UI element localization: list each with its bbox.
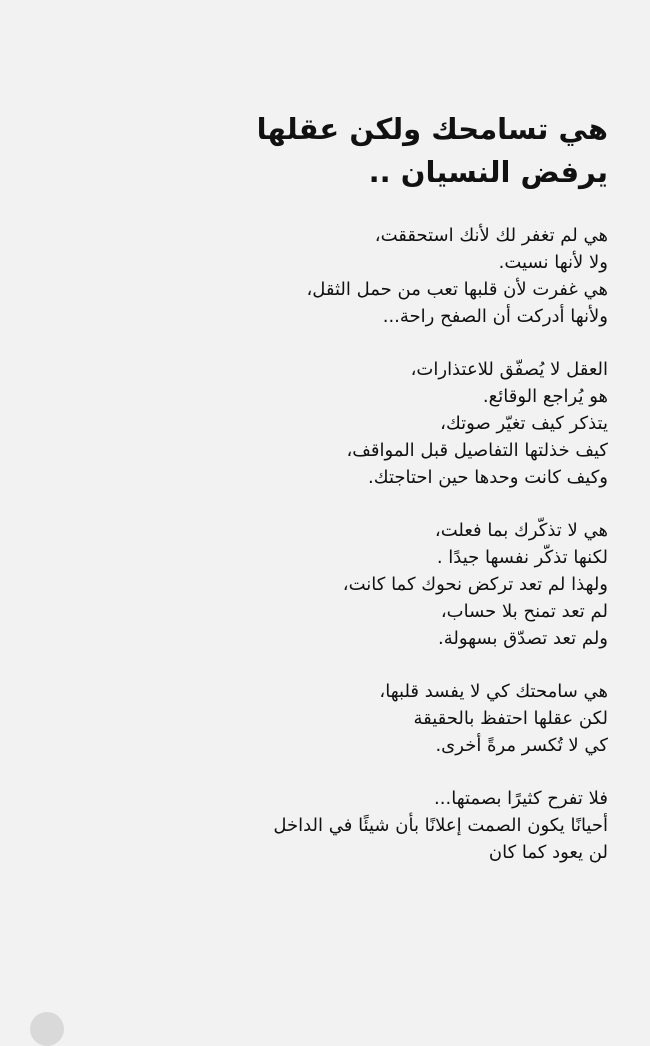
poem-line: يتذكر كيف تغيّر صوتك، bbox=[440, 413, 608, 434]
stanza-2 bbox=[48, 356, 608, 491]
poem-line: هو يُراجع الوقائع. bbox=[482, 386, 608, 407]
poem-line: لكنها تذكّر نفسها جيدًا . bbox=[436, 547, 608, 568]
stanza-1 bbox=[48, 222, 608, 330]
poem-line: وكيف كانت وحدها حين احتاجتك. bbox=[368, 467, 608, 488]
poem-line: لم تعد تمنح بلا حساب، bbox=[440, 601, 608, 622]
poem-line: ولا لأنها نسيت. bbox=[498, 252, 608, 273]
poem-line: ولأنها أدركت أن الصفح راحة... bbox=[382, 306, 608, 327]
poem-line: لن يعود كما كان bbox=[488, 842, 608, 863]
title-line: هي تسامحك ولكن عقلها bbox=[256, 112, 608, 146]
poem-line: ولهذا لم تعد تركض نحوك كما كانت، bbox=[342, 574, 608, 595]
page-title bbox=[48, 108, 608, 194]
poem-line: هي غفرت لأن قلبها تعب من حمل الثقل، bbox=[306, 279, 608, 300]
corner-circle bbox=[30, 1012, 64, 1046]
poem-line: هي سامحتك كي لا يفسد قلبها، bbox=[379, 681, 608, 702]
stanza-4 bbox=[48, 678, 608, 759]
title-line: يرفض النسيان .. bbox=[368, 155, 608, 189]
stanza-5 bbox=[48, 785, 608, 866]
article-body bbox=[48, 108, 608, 892]
poem-line: كي لا تُكسر مرةً أخرى. bbox=[435, 735, 608, 756]
poem-line: أحيانًا يكون الصمت إعلانًا بأن شيئًا في الداخل bbox=[273, 815, 608, 836]
stanza-3 bbox=[48, 517, 608, 652]
poem-line: لكن عقلها احتفظ بالحقيقة bbox=[413, 708, 608, 729]
poem-line: العقل لا يُصفّق للاعتذارات، bbox=[410, 359, 608, 380]
poem-line: كيف خذلتها التفاصيل قبل المواقف، bbox=[346, 440, 608, 461]
poem-line: ولم تعد تصدّق بسهولة. bbox=[437, 628, 608, 649]
poem-line: هي لا تذكّرك بما فعلت، bbox=[434, 520, 608, 541]
poem-line: هي لم تغفر لك لأنك استحققت، bbox=[374, 225, 608, 246]
poem-line: فلا تفرح كثيرًا بصمتها... bbox=[434, 788, 608, 809]
